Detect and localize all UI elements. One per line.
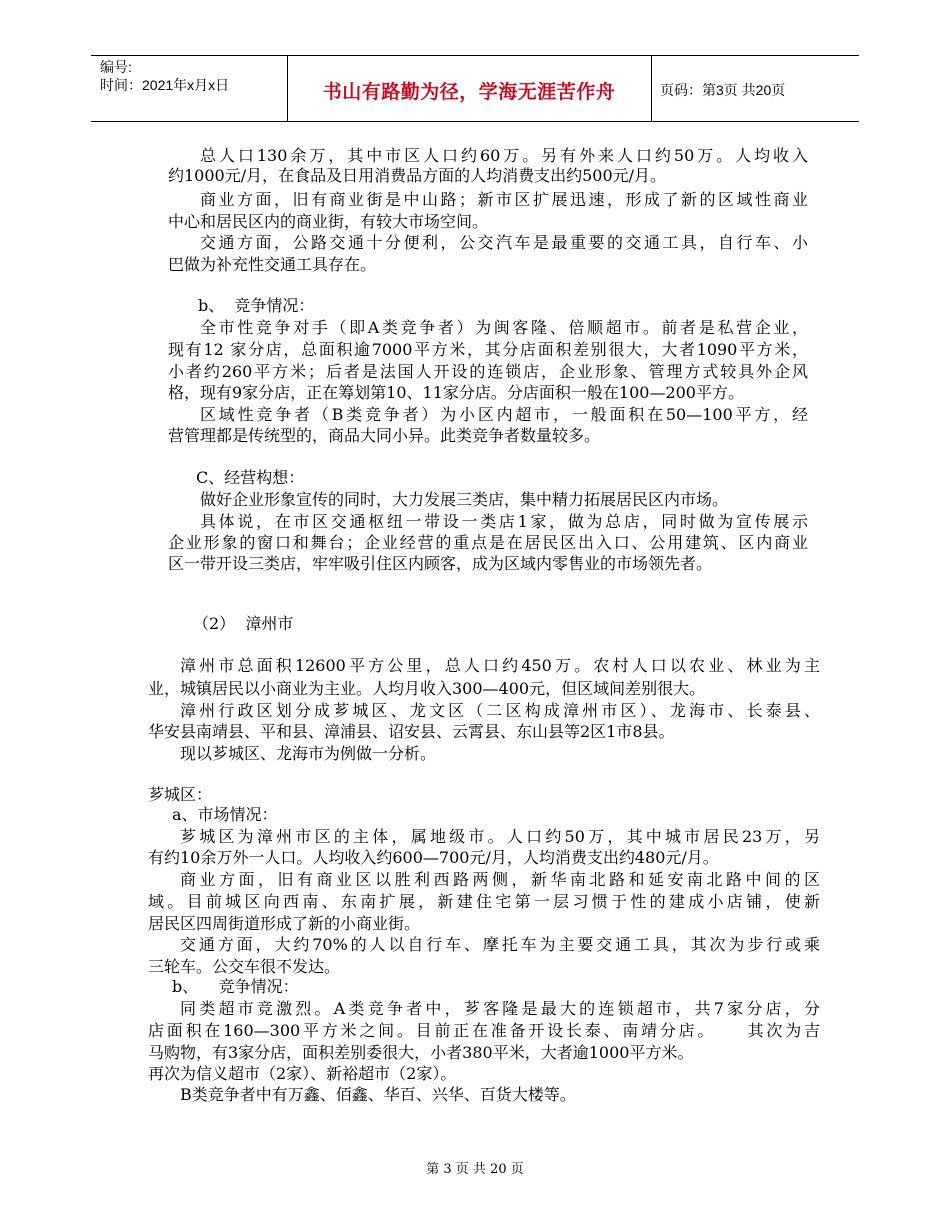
doc-number-label: 编号: xyxy=(100,59,132,75)
header-top-rule xyxy=(91,55,859,56)
header-bottom-rule xyxy=(91,121,859,122)
body-line: 商业方面，旧有商业街是中山路；新市区扩展迅速，形成了新的区域性商业 xyxy=(200,190,808,209)
body-line: 企业形象的窗口和舞台；企业经营的重点是在居民区出入口、公用建筑、区内商业 xyxy=(168,533,808,552)
header-page-info: 页码：第3页 共20页 xyxy=(660,82,786,98)
header-motto: 书山有路勤为径，学海无涯苦作舟 xyxy=(322,81,616,103)
body-line: 居民区四周街道形成了新的小商业街。 xyxy=(148,914,421,933)
body-line: 交通方面，大约70%的人以自行车、摩托车为主要交通工具，其次为步行或乘 xyxy=(180,935,820,954)
section-heading: a、市场情况： xyxy=(172,805,278,824)
body-line: 漳州市总面积12600平方公里，总人口约450万。农村人口以农业、林业为主 xyxy=(180,656,820,675)
body-line: 域。目前城区向西南、东南扩展，新建住宅第一层习惯于性的建成小店铺，使新 xyxy=(148,892,820,911)
header-meta xyxy=(100,58,229,94)
body-line: 营管理都是传统型的，商品大同小异。此类竞争者数量较多。 xyxy=(168,426,601,445)
section-heading: （2） 漳州市 xyxy=(193,614,294,633)
body-line: 区域性竞争者（B类竞争者）为小区内超市，一般面积在50—100平方，经 xyxy=(200,405,808,424)
section-heading: b、 竞争情况： xyxy=(198,296,315,315)
body-line: 做好企业形象宣传的同时，大力发展三类店，集中精力拓展居民区内市场。 xyxy=(200,490,729,509)
body-line: 全市性竞争对手（即A类竞争者）为闽客隆、倍顺超市。前者是私营企业， xyxy=(200,318,808,337)
body-line: 业，城镇居民以小商业为主业。人均月收入300—400元，但区域间差别很大。 xyxy=(148,679,706,698)
body-line: 具体说，在市区交通枢纽一带设一类店1家，做为总店，同时做为宣传展示 xyxy=(200,512,808,531)
body-line: 总人口130余万，其中市区人口约60万。另有外来人口约50万。人均收入 xyxy=(200,146,808,165)
body-line: 约1000元/月，在食品及日用消费品方面的人均消费支出约500元/月。 xyxy=(168,166,667,185)
body-line: 交通方面，公路交通十分便利，公交汽车是最重要的交通工具，自行车、小 xyxy=(200,233,808,252)
body-line: 中心和居民区内的商业街，有较大市场空间。 xyxy=(168,212,489,231)
body-line: 现以芗城区、龙海市为例做一分析。 xyxy=(180,744,437,763)
body-line: 三轮车。公交车很不发达。 xyxy=(148,957,341,976)
body-line: 同类超市竞激烈。A类竞争者中，芗客隆是最大的连锁超市，共7家分店，分 xyxy=(180,999,820,1018)
doc-time-label: 时间：2021年x月x日 xyxy=(100,77,230,93)
body-line: 商业方面，旧有商业区以胜利西路两侧，新华南北路和延安南北路中间的区 xyxy=(180,870,820,889)
body-line: 有约10余万外一人口。人均收入约600—700元/月，人均消费支出约480元/月。 xyxy=(148,848,719,867)
body-line: B类竞争者中有万鑫、佰鑫、华百、兴华、百货大楼等。 xyxy=(180,1085,576,1104)
body-line: 再次为信义超市（2家）、新裕超市（2家）。 xyxy=(148,1064,457,1083)
body-line: 华安县南靖县、平和县、漳浦县、诏安县、云霄县、东山县等2区1市8县。 xyxy=(148,722,675,741)
body-line: 马购物，有3家分店，面积差别委很大，小者380平米，大者逾1000平方米。 xyxy=(148,1043,694,1062)
body-line: 店面积在160—300平方米之间。目前正在准备开设长泰、南靖分店。 其次为吉 xyxy=(148,1021,820,1040)
body-line: 巴做为补充性交通工具存在。 xyxy=(168,255,377,274)
body-line: 格，现有9家分店，正在筹划第10、11家分店。分店面积一般在100—200平方。 xyxy=(168,383,744,402)
body-line: 现有12 家分店，总面积逾7000平方米，其分店面积差别很大，大者1090平方米， xyxy=(168,340,808,359)
body-line: 漳州行政区划分成芗城区、龙文区（二区构成漳州市区）、龙海市、长泰县、 xyxy=(180,701,820,720)
body-line: 区一带开设三类店，牢牢吸引住区内顾客，成为区域内零售业的市场领先者。 xyxy=(168,554,713,573)
section-heading: 芗城区： xyxy=(148,785,213,804)
body-line: 芗城区为漳州市区的主体，属地级市。人口约50万，其中城市居民23万，另 xyxy=(180,827,820,846)
section-heading: b、 竞争情况： xyxy=(172,977,299,996)
page-footer: 第 3 页 共 20 页 xyxy=(426,1162,524,1177)
body-line: 小者约260平方米；后者是法国人开设的连锁店，企业形象、管理方式较具外企风 xyxy=(168,362,808,381)
header-divider-right xyxy=(651,55,652,121)
section-heading: C、经营构想： xyxy=(196,468,305,487)
